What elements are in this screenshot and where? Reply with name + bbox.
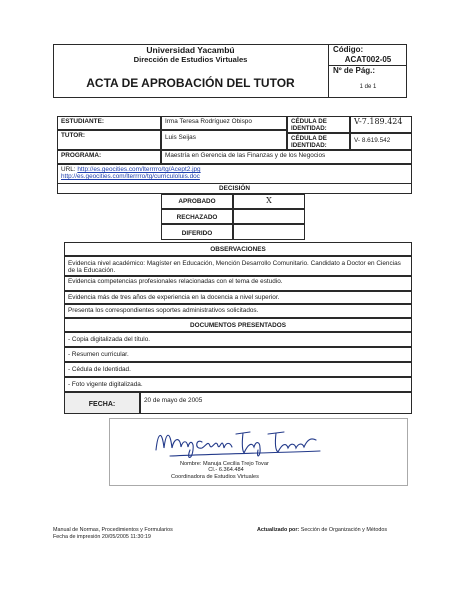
- observation-item: Evidencia competencias profesionales relacionadas con el tema de estudio.: [64, 276, 412, 291]
- observation-item: Evidencia más de tres años de experiencia en la docencia a nivel superior.: [64, 291, 412, 304]
- date-label: FECHA:: [64, 392, 140, 414]
- footer-updated: [257, 527, 387, 534]
- page-value: 1 de 1: [359, 84, 377, 90]
- url-label: URL:: [61, 166, 76, 173]
- code-value: ACAT002-05: [344, 55, 392, 64]
- signature-handwriting: [150, 420, 330, 462]
- decision-mark-approved: X: [233, 194, 305, 209]
- student-label: ESTUDIANTE:: [57, 116, 161, 130]
- decision-option-approved: APROBADO: [161, 194, 233, 209]
- footer-manual: Manual de Normas, Procedimientos y Formularios: [53, 527, 173, 533]
- tutor-cedula-value: V- 8.619.542: [350, 133, 412, 150]
- tutor-value: Luis Seijas: [161, 130, 287, 150]
- university-name: Universidad Yacambú: [146, 45, 235, 55]
- program-value: Maestría en Gerencia de las Finanzas y de los Negocios: [161, 150, 412, 164]
- student-cedula-value: V-7.189.424: [350, 116, 412, 133]
- tutor-label: TUTOR:: [57, 130, 161, 150]
- observation-item: Evidencia nivel académico: Magíster en Educación, Mención Desarrollo Comunitario. Candidato a Doctor en Ciencias de la Educación.: [64, 256, 412, 276]
- document-item: - Copia digitalizada del título.: [64, 332, 412, 347]
- url-link-1[interactable]: http://es.geocities.com/lterrrro/tg/Acept2.jpg: [77, 166, 201, 173]
- observations-title: OBSERVACIONES: [64, 242, 412, 256]
- decision-mark-rejected: [233, 209, 305, 224]
- signature-role: Coordinadora de Estudios Virtuales: [171, 474, 259, 480]
- student-value: Irma Teresa Rodríguez Obispo: [161, 116, 287, 130]
- document-item: - Foto vigente digitalizada.: [64, 377, 412, 392]
- code-label: Código:: [333, 45, 364, 54]
- document-item: - Cédula de Identidad.: [64, 362, 412, 377]
- direction-name: Dirección de Estudios Virtuales: [133, 55, 248, 64]
- signature-name: Nombre: Manuja Cecilia Trejo Tovar: [180, 461, 269, 467]
- tutor-cedula-label: CÉDULA DE IDENTIDAD:: [287, 133, 350, 150]
- footer-print-date: Fecha de impresión 20/05/2005 11:30:19: [53, 534, 151, 540]
- footer-updated-label: Actualizado por:: [257, 527, 300, 533]
- decision-title: DECISIÓN: [57, 184, 412, 194]
- student-cedula-label: CÉDULA DE IDENTIDAD:: [287, 116, 350, 133]
- observation-item: Presenta los correspondientes soportes administrativos solicitados.: [64, 304, 412, 318]
- program-label: PROGRAMA:: [57, 150, 161, 164]
- url-link-2[interactable]: http://es.geocities.com/lterrrro/tg/curriculoluis.doc: [61, 173, 200, 180]
- document-item: - Resumen curricular.: [64, 347, 412, 362]
- url-block: [57, 164, 412, 184]
- decision-mark-deferred: [233, 224, 305, 240]
- decision-option-rejected: RECHAZADO: [161, 209, 233, 224]
- signature-ci: CI.- 6.364.484: [208, 467, 244, 473]
- decision-option-deferred: DIFERIDO: [161, 224, 233, 240]
- page-label: Nº de Pág.:: [333, 66, 376, 75]
- document-title: ACTA DE APROBACIÓN DEL TUTOR: [86, 76, 295, 90]
- footer-updated-value: Sección de Organización y Métodos: [300, 527, 388, 533]
- documents-title: DOCUMENTOS PRESENTADOS: [64, 318, 412, 332]
- date-value: 20 de mayo de 2005: [140, 392, 412, 414]
